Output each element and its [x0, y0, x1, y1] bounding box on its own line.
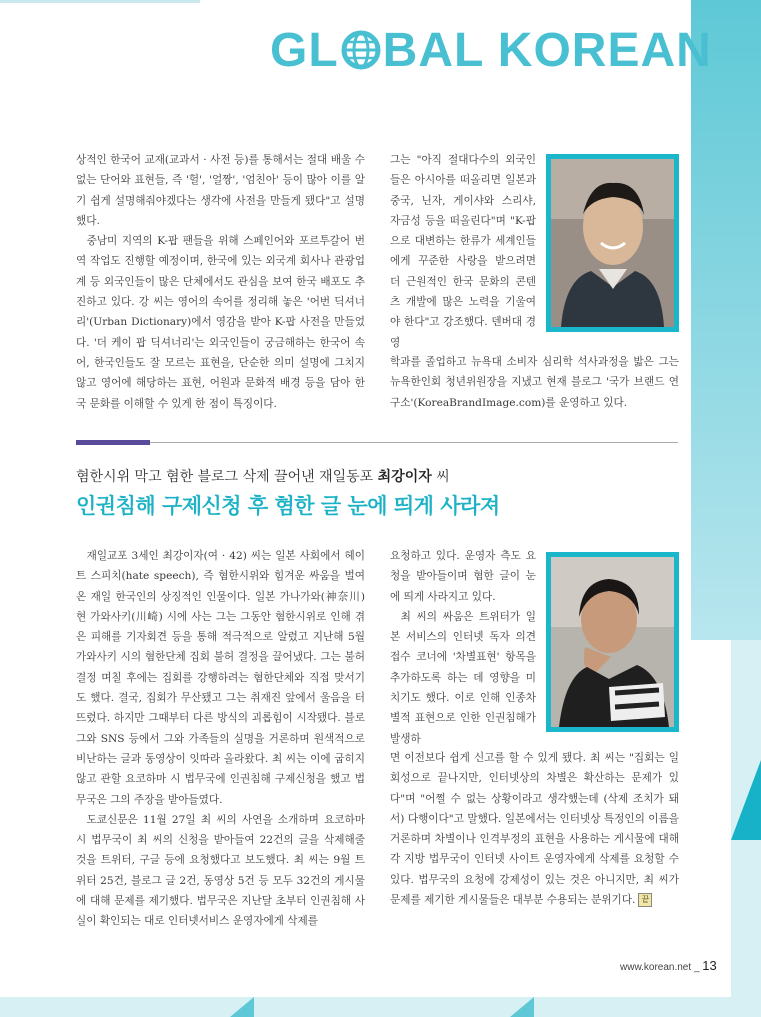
- paragraph: 상적인 한국어 교재(교과서 · 사전 등)를 통해서는 절대 배울 수 없는 단어와 표현들, 즉 '헐', '얼짱', '엄친아' 등이 많아 이를 알기 쉽게 설명해줘야겠다는 생각에 사전을 만들게 됐다"고 설명했다.: [76, 154, 365, 227]
- paragraph: 최 씨의 싸움은 트위터가 일본 서비스의 인터넷 독자 의견 접수 코너에 '차별표현' 항목을 추가하도록 하는 데 영향을 미치기도 했다. 이로 인해 인종차별적 표현으로 인한 인권침해가 발생하: [390, 610, 536, 745]
- article2-left-column: [76, 546, 365, 932]
- section-title-part: GL: [270, 23, 339, 77]
- section-divider-accent: [76, 440, 150, 445]
- article2-right-column: [390, 546, 536, 749]
- article1-right-column: [390, 150, 536, 353]
- paragraph: 재일교포 3세인 최강이자(여 · 42) 씨는 일본 사회에서 헤이트 스피치(hate speech), 즉 혐한시위와 힘겨운 싸움을 벌여온 재일 한국인의 상징적인 인물이다. 일본 가나가와(神奈川) 현 가와사키(川崎) 시에 사는 그는 그동안 혐한시위로 인해 겪은 피해를 기자회견 등을 통해 적극적으로 알렸고 지난해 5월 가와사키 시의 혐한단체 집회 불허 결정을 끌어냈다. 그는 불허 결정 며칠 후에는 집회를 강행하려는 혐한단체와 직접 맞서기도 했다. 결국, 집회가 무산됐고 그는 취재진 앞에서 울음을 터뜨렸다. 하지만 그때부터 다른 방식의 괴롭힘이 시작됐다. 블로그와 SNS 등에서 그와 가족들의 실명을 거론하며 원색적으로 비난하는 글과 동영상이 잇따라 올라왔다. 최 씨는 이에 굽히지 않고 관할 요코하마 시 법무국에 인권침해 구제신청을 했고 법무국은 그의 주장을 받아들였다.: [76, 550, 365, 806]
- portrait-photo: [546, 154, 679, 332]
- end-mark-icon: 끝: [638, 893, 652, 907]
- portrait-photo: [546, 552, 679, 732]
- paragraph: 학과를 졸업하고 뉴욕대 소비자 심리학 석사과정을 밟은 그는 뉴욕한인회 청년위원장을 지냈고 현재 블로그 '국가 브랜드 연구소'(KoreaBrandImage.com)를 운영하고 있다.: [390, 356, 679, 409]
- section-title-part: BAL KOREAN: [382, 23, 712, 77]
- article2-headline: 인권침해 구제신청 후 혐한 글 눈에 띄게 사라져: [76, 494, 500, 518]
- subhead-text: 혐한시위 막고 혐한 블로그 삭제 끌어낸 재일동포: [76, 469, 378, 485]
- decorative-band: [0, 997, 761, 1017]
- page-number: 13: [702, 958, 717, 973]
- section-title: [270, 20, 730, 80]
- portrait-image: [551, 159, 674, 327]
- footer-separator: _: [693, 962, 700, 973]
- paragraph: [390, 748, 679, 910]
- decorative-stripe: [510, 997, 534, 1017]
- page-footer: [620, 958, 717, 973]
- decorative-band: [691, 0, 761, 640]
- paragraph: 그는 "아직 절대다수의 외국인들은 아시아를 떠올리면 일본과 중국, 닌자, 게이샤와 스리샤, 자금성 등을 떠올린다"며 "K-팝으로 대변하는 한류가 세계인들에게 꾸준한 사랑을 받으려면 더 근원적인 한국 문화의 콘텐츠 개발에 많은 노력을 기울여야 한다"고 강조했다. 덴버대 경영: [390, 154, 536, 349]
- article2-right-column-bottom: [390, 748, 679, 910]
- paragraph-text: 면 이전보다 쉽게 신고를 할 수 있게 됐다. 최 씨는 "집회는 일회성으로 끝나지만, 인터넷상의 차별은 확산하는 문제가 있다"며 "어쩔 수 없는 상황이라고 생각했는데 (삭제 조치가 돼서) 다행이다"고 말했다. 일본에서는 인터넷상 특정인의 이름을 거론하며 차별이나 인격부정의 표현을 사용하는 게시물에 대해 각 지방 법무국이 인터넷 사이트 운영자에게 삭제를 요청할 수 있다. 법무국의 요청에 강제성이 있는 것은 아니지만, 최 씨가 문제를 제기한 게시물들은 대부분 수용되는 분위기다.: [390, 752, 679, 907]
- paragraph: 요청하고 있다. 운영자 측도 요청을 받아들이며 혐한 글이 눈에 띄게 사라지고 있다.: [390, 550, 536, 603]
- article1-right-column-bottom: [390, 352, 679, 413]
- subhead-suffix: 씨: [431, 469, 450, 485]
- article2-subhead: [76, 466, 450, 486]
- section-divider: [76, 442, 678, 443]
- decorative-stripe: [731, 760, 761, 840]
- decorative-line: [0, 0, 200, 3]
- portrait-image: [551, 557, 674, 727]
- paragraph: 중남미 지역의 K-팝 팬들을 위해 스페인어와 포르투갈어 번역 작업도 진행할 예정이며, 한국에 있는 외국계 회사나 관광업계 등 외국인들이 많은 단체에서도 관심을 보여 한국 배포도 추진하고 있다. 강 씨는 영어의 속어를 정리해 놓은 '어번 딕셔너리'(Urban Dictionary)에서 영감을 받아 K-팝 사전을 만들었다. '더 케이 팝 딕셔너리'는 외국인들이 궁금해하는 한국어 속어, 한국인들도 잘 모르는 표현을, 단순한 의미 설명에 그치지 않고 영어에 해당하는 표현, 어원과 문화적 배경 등을 담아 한국 문화를 이해할 수 있게 한 점이 특징이다.: [76, 235, 365, 410]
- article1-left-column: [76, 150, 365, 414]
- paragraph: 도쿄신문은 11월 27일 최 씨의 사연을 소개하며 요코하마 시 법무국이 최 씨의 신청을 받아들여 22건의 글을 삭제해줄 것을 트위터, 구글 등에 요청했다고 보도했다. 최 씨는 9월 트위터 25건, 블로그 글 2건, 동영상 5건 등 모두 32건의 게시물에 대해 문제를 제기했다. 법무국은 지난달 초부터 인권침해 사실이 확인되는 대로 인터넷서비스 운영자에게 삭제를: [76, 813, 365, 928]
- decorative-stripe: [230, 997, 254, 1017]
- globe-icon: [341, 30, 381, 70]
- footer-url: www.korean.net: [620, 962, 692, 973]
- subhead-name: 최강이자: [377, 469, 432, 485]
